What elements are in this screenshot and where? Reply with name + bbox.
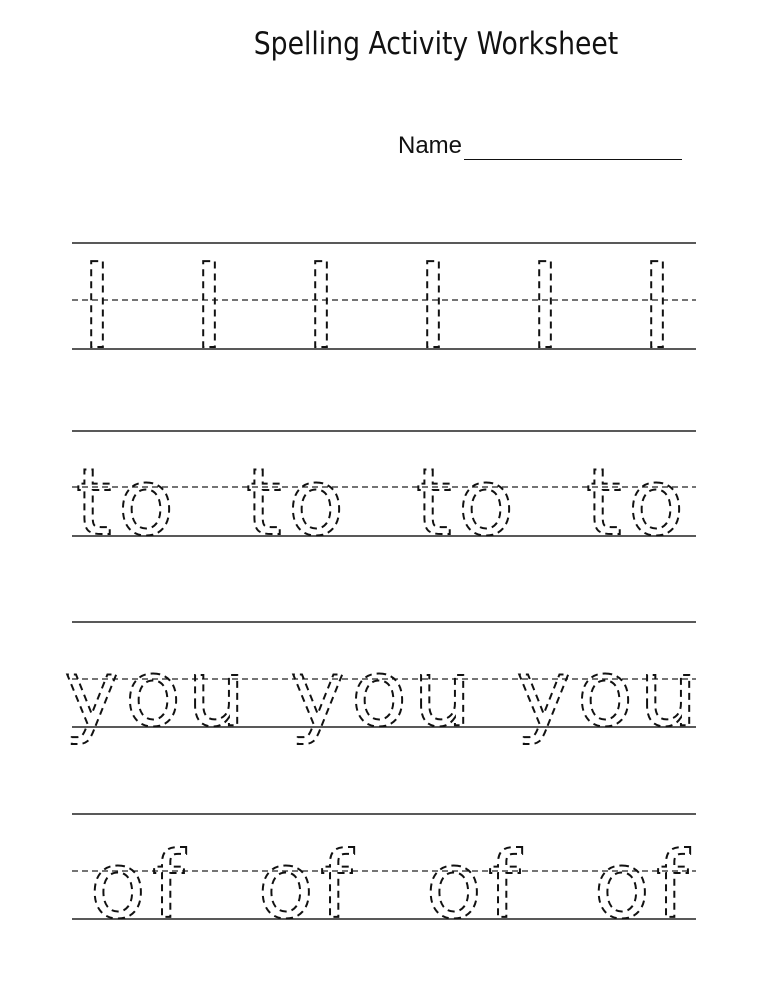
traceable-word: I [79,237,115,375]
traceable-word: of [89,832,191,939]
traceable-word: you [64,640,252,747]
traceable-word: you [290,640,478,747]
traceable-word: to [245,449,351,556]
traceable-word: to [585,449,691,556]
traceable-word: of [257,832,359,939]
traceable-word: of [593,832,695,939]
worksheet-title: Spelling Activity Worksheet [253,26,619,62]
traceable-word: I [415,237,451,375]
traceable-word: of [425,832,527,939]
name-label: Name [398,132,463,159]
traceable-word: I [303,237,339,375]
traceable-word: I [527,237,563,375]
traceable-word: to [75,449,181,556]
traceable-word: I [191,237,227,375]
traceable-word: you [516,640,704,747]
traceable-word: to [415,449,521,556]
traceable-word: I [639,237,675,375]
